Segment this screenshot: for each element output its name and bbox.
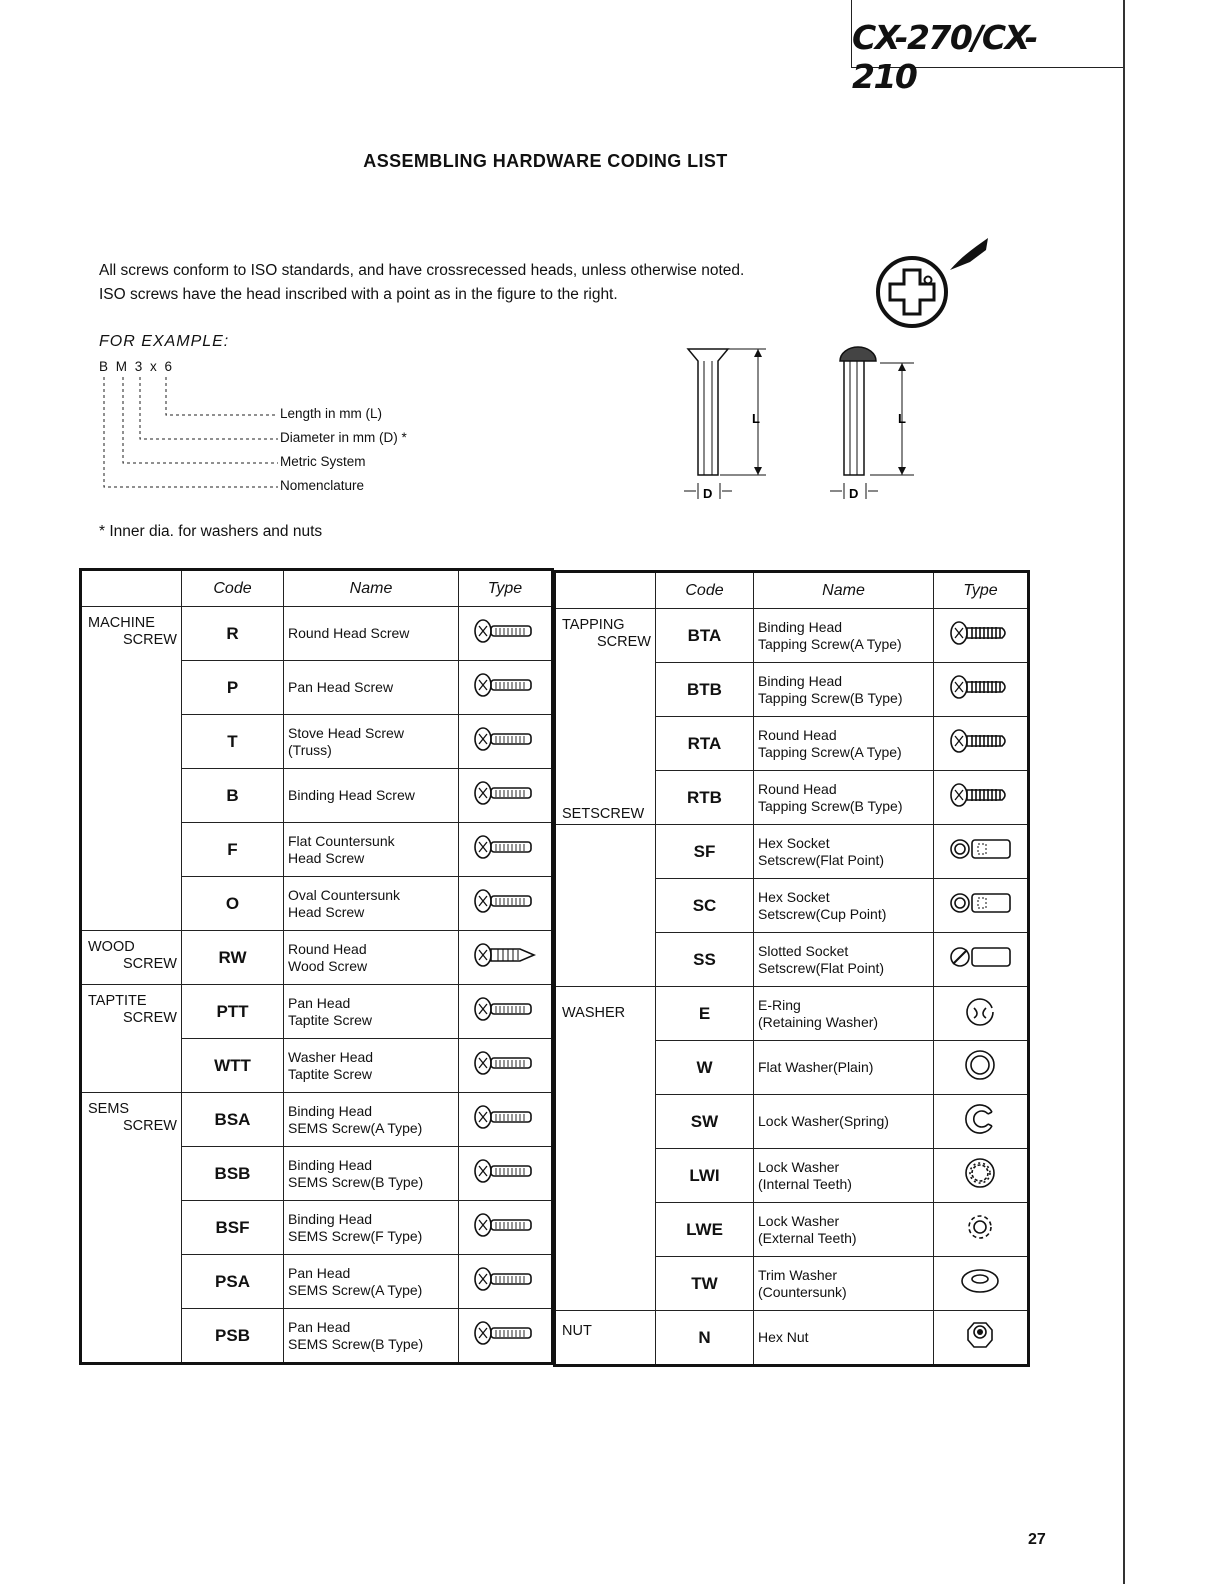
code-cell: W [656, 1041, 754, 1095]
example-leader-lines [100, 375, 280, 495]
spring-washer-icon [934, 1095, 1028, 1149]
flat-head-screw-figure [688, 349, 728, 475]
legend-length: Length in mm (L) [280, 406, 383, 421]
category-setscrew: SETSCREW [556, 825, 656, 987]
name-cell: Round Head Wood Screw [284, 931, 459, 985]
oval-countersunk-screw-icon [459, 877, 552, 931]
code-cell: SS [656, 933, 754, 987]
name-cell: Pan Head Screw [284, 661, 459, 715]
category-sems-screw: SEMS SCREW [82, 1093, 182, 1363]
category-wood-screw: WOOD SCREW [82, 931, 182, 985]
name-cell: Binding Head Screw [284, 769, 459, 823]
washer-taptite-screw-icon [459, 1039, 552, 1093]
page-number: 27 [1028, 1531, 1046, 1548]
code-cell: SW [656, 1095, 754, 1149]
code-cell: PSA [182, 1255, 284, 1309]
name-cell: Round Head Screw [284, 607, 459, 661]
name-cell: Binding Head SEMS Screw(F Type) [284, 1201, 459, 1255]
sems-screw-a-icon [459, 1093, 552, 1147]
internal-tooth-washer-icon [934, 1149, 1028, 1203]
intro-line-1: All screws conform to ISO standards, and have crossrecessed heads, unless otherwise noted. [99, 262, 745, 279]
round-tapping-screw-b-icon [934, 771, 1028, 825]
code-cell: SF [656, 825, 754, 879]
category-taptite-screw: TAPTITE SCREW [82, 985, 182, 1093]
type-header: Type [934, 573, 1028, 609]
code-cell: BSF [182, 1201, 284, 1255]
name-header: Name [284, 571, 459, 607]
name-cell: E-Ring (Retaining Washer) [754, 987, 934, 1041]
name-cell: Round Head Tapping Screw(B Type) [754, 771, 934, 825]
dim-d-label-1: D [703, 486, 713, 501]
name-cell: Hex Socket Setscrew(Flat Point) [754, 825, 934, 879]
footnote: * Inner dia. for washers and nuts [99, 523, 323, 540]
name-cell: Round Head Tapping Screw(A Type) [754, 717, 934, 771]
code-cell: BTA [656, 609, 754, 663]
name-cell: Binding Head SEMS Screw(B Type) [284, 1147, 459, 1201]
category-washer: WASHER [556, 987, 656, 1311]
category-tapping-screw: TAPPING SCREW [556, 609, 656, 825]
code-cell: LWE [656, 1203, 754, 1257]
category-machine-screw: MACHINE SCREW [82, 607, 182, 931]
hex-setscrew-cup-icon [934, 879, 1028, 933]
code-cell: SC [656, 879, 754, 933]
name-cell: Pan Head Taptite Screw [284, 985, 459, 1039]
table-header-row [556, 573, 1028, 609]
e-ring-icon [934, 987, 1028, 1041]
category-nut: NUT [556, 1311, 656, 1365]
tapping-screw-a-icon [934, 609, 1028, 663]
screw-head-outline-icon [878, 258, 946, 326]
name-cell: Lock Washer(Spring) [754, 1095, 934, 1149]
legend-diameter: Diameter in mm (D) * [280, 430, 407, 445]
legend-metric: Metric System [280, 454, 366, 469]
name-cell: Pan Head SEMS Screw(A Type) [284, 1255, 459, 1309]
name-cell: Oval Countersunk Head Screw [284, 877, 459, 931]
dimension-figures [680, 343, 920, 503]
name-cell: Pan Head SEMS Screw(B Type) [284, 1309, 459, 1363]
code-header: Code [656, 573, 754, 609]
hex-nut-icon [934, 1311, 1028, 1365]
blank-header [82, 571, 182, 607]
trim-washer-icon [934, 1257, 1028, 1311]
name-cell: Trim Washer (Countersunk) [754, 1257, 934, 1311]
example-label: FOR EXAMPLE: [99, 333, 230, 350]
code-cell: B [182, 769, 284, 823]
pan-sems-screw-a-icon [459, 1255, 552, 1309]
blank-header [556, 573, 656, 609]
name-cell: Flat Washer(Plain) [754, 1041, 934, 1095]
dim-l-label-1: L [752, 411, 760, 426]
name-header: Name [754, 573, 934, 609]
page-title: ASSEMBLING HARDWARE CODING LIST [363, 151, 728, 171]
code-cell: BSB [182, 1147, 284, 1201]
sems-screw-f-icon [459, 1201, 552, 1255]
name-cell: Flat Countersunk Head Screw [284, 823, 459, 877]
model-box [851, 0, 1123, 96]
pan-taptite-screw-icon [459, 985, 552, 1039]
name-cell: Hex Socket Setscrew(Cup Point) [754, 879, 934, 933]
code-cell: O [182, 877, 284, 931]
code-cell: PTT [182, 985, 284, 1039]
intro-line-2: ISO screws have the head inscribed with a point as in the figure to the right. [99, 286, 618, 303]
legend-nomenclature: Nomenclature [280, 478, 365, 493]
code-cell: R [182, 607, 284, 661]
model-number: CX-270/CX-210 [852, 18, 1037, 96]
iso-point-mark-icon [925, 277, 932, 284]
table-header-row [82, 571, 552, 607]
code-header: Code [182, 571, 284, 607]
iso-head-figure [870, 228, 1000, 332]
pan-sems-screw-b-icon [459, 1309, 552, 1363]
name-cell: Hex Nut [754, 1311, 934, 1365]
code-cell: RW [182, 931, 284, 985]
code-cell: RTB [656, 771, 754, 825]
left-hardware-table [81, 570, 552, 1363]
code-cell: P [182, 661, 284, 715]
name-cell: Binding Head Tapping Screw(B Type) [754, 663, 934, 717]
type-header: Type [459, 571, 552, 607]
round-tapping-screw-a-icon [934, 717, 1028, 771]
wood-screw-icon [459, 931, 552, 985]
page-margin-rule [1123, 0, 1125, 1584]
code-cell: WTT [182, 1039, 284, 1093]
flat-countersunk-screw-icon [459, 823, 552, 877]
code-cell: E [656, 987, 754, 1041]
example-code: B M 3 x 6 [99, 359, 175, 374]
name-cell: Binding Head SEMS Screw(A Type) [284, 1093, 459, 1147]
slotted-setscrew-icon [934, 933, 1028, 987]
pan-head-screw-icon [459, 661, 552, 715]
name-cell: Lock Washer (External Teeth) [754, 1203, 934, 1257]
code-cell: N [656, 1311, 754, 1365]
name-cell: Lock Washer (Internal Teeth) [754, 1149, 934, 1203]
hex-setscrew-flat-icon [934, 825, 1028, 879]
pointing-hand-icon [950, 238, 988, 270]
name-cell: Slotted Socket Setscrew(Flat Point) [754, 933, 934, 987]
right-hardware-table [555, 572, 1028, 1365]
dim-d-label-2: D [849, 486, 859, 501]
code-cell: RTA [656, 717, 754, 771]
code-cell: TW [656, 1257, 754, 1311]
round-head-screw-icon [459, 607, 552, 661]
code-cell: BTB [656, 663, 754, 717]
binding-head-screw-icon [459, 769, 552, 823]
truss-head-screw-icon [459, 715, 552, 769]
code-cell: LWI [656, 1149, 754, 1203]
name-cell: Washer Head Taptite Screw [284, 1039, 459, 1093]
name-cell: Binding Head Tapping Screw(A Type) [754, 609, 934, 663]
code-cell: F [182, 823, 284, 877]
code-cell: PSB [182, 1309, 284, 1363]
external-tooth-washer-icon [934, 1203, 1028, 1257]
tapping-screw-b-icon [934, 663, 1028, 717]
dim-l-label-2: L [898, 411, 906, 426]
code-cell: BSA [182, 1093, 284, 1147]
code-cell: T [182, 715, 284, 769]
flat-washer-icon [934, 1041, 1028, 1095]
sems-screw-b-icon [459, 1147, 552, 1201]
round-head-screw-figure [840, 347, 876, 361]
name-cell: Stove Head Screw (Truss) [284, 715, 459, 769]
